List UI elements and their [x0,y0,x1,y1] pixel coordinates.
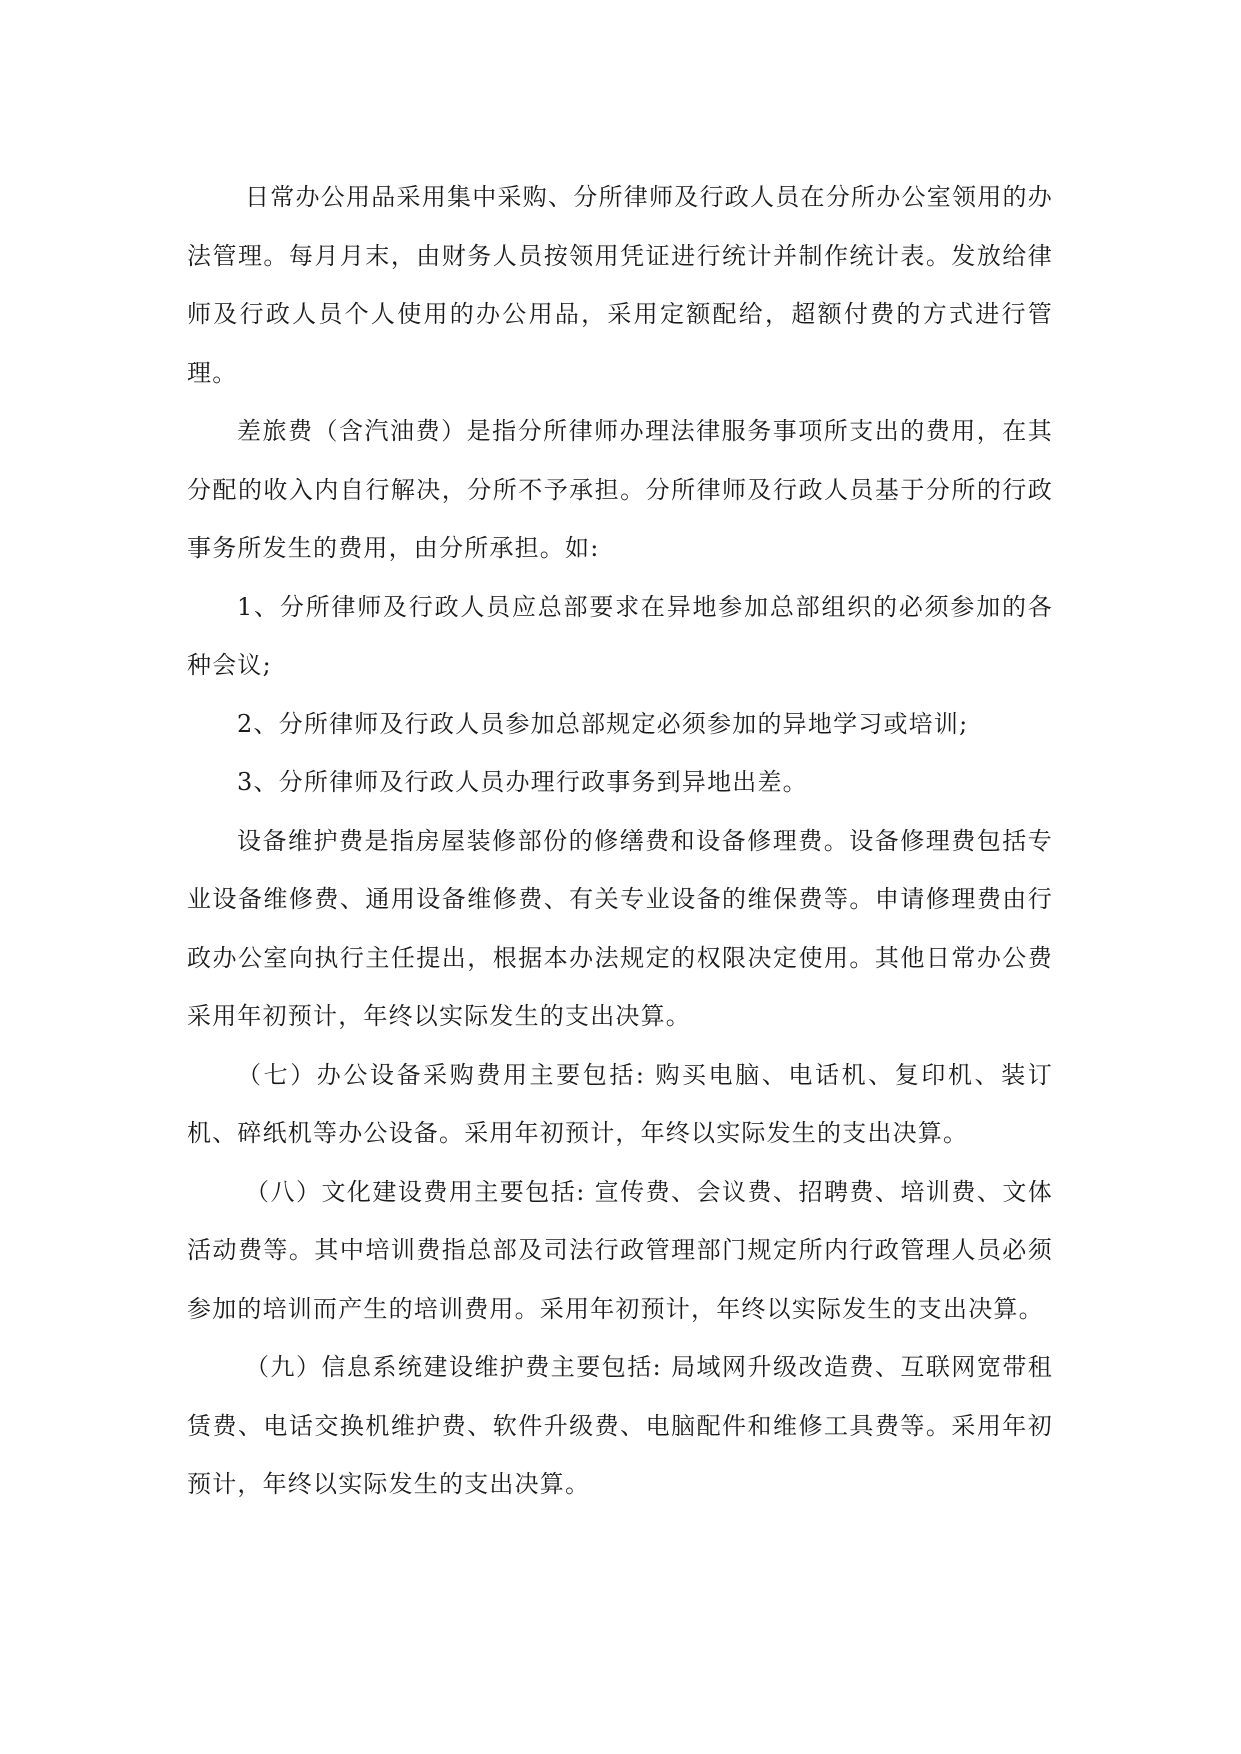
paragraph-equipment-maintenance: 设备维护费是指房屋装修部份的修缮费和设备修理费。设备修理费包括专业设备维修费、通用设备维修费、有关专业设备的维保费等。申请修理费由行政办公室向执行主任提出，根据本办法规定的权限决定使用。其他日常办公费采用年初预计，年终以实际发生的支出决算。 [187,826,1053,1030]
paragraph-culture-building: （八）文化建设费用主要包括: 宣传费、会议费、招聘费、培训费、文体活动费等。其中培训费指总部及司法行政管理部门规定所内行政管理人员必须参加的培训而产生的培训费用。采用年初预计，年终以实际发生的支出决算。 [187,1177,1053,1323]
list-item-meetings: 1、分所律师及行政人员应总部要求在异地参加总部组织的必须参加的各种会议; [187,592,1053,679]
list-item-training: 2、分所律师及行政人员参加总部规定必须参加的异地学习或培训; [237,709,969,738]
paragraph-equipment-purchase: （七）办公设备采购费用主要包括: 购买电脑、电话机、复印机、装订机、碎纸机等办公设备。采用年初预计，年终以实际发生的支出决算。 [187,1060,1053,1147]
list-item-business-trip: 3、分所律师及行政人员办理行政事务到异地出差。 [237,768,808,796]
paragraph-office-supplies: 日常办公用品采用集中采购、分所律师及行政人员在分所办公室领用的办法管理。每月月末，由财务人员按领用凭证进行统计并制作统计表。发放给律师及行政人员个人使用的办公用品，采用定额配给，超额付费的方式进行管理。 [187,183,1053,387]
document-body [187,168,1053,1514]
paragraph-information-system: （九）信息系统建设维护费主要包括: 局域网升级改造费、互联网宽带租赁费、电话交换机维护费、软件升级费、电脑配件和维修工具费等。采用年初预计，年终以实际发生的支出决算。 [187,1353,1053,1498]
paragraph-travel-expenses: 差旅费（含汽油费）是指分所律师办理法律服务事项所支出的费用，在其分配的收入内自行解决，分所不予承担。分所律师及行政人员基于分所的行政事务所发生的费用，由分所承担。如: [187,417,1053,562]
